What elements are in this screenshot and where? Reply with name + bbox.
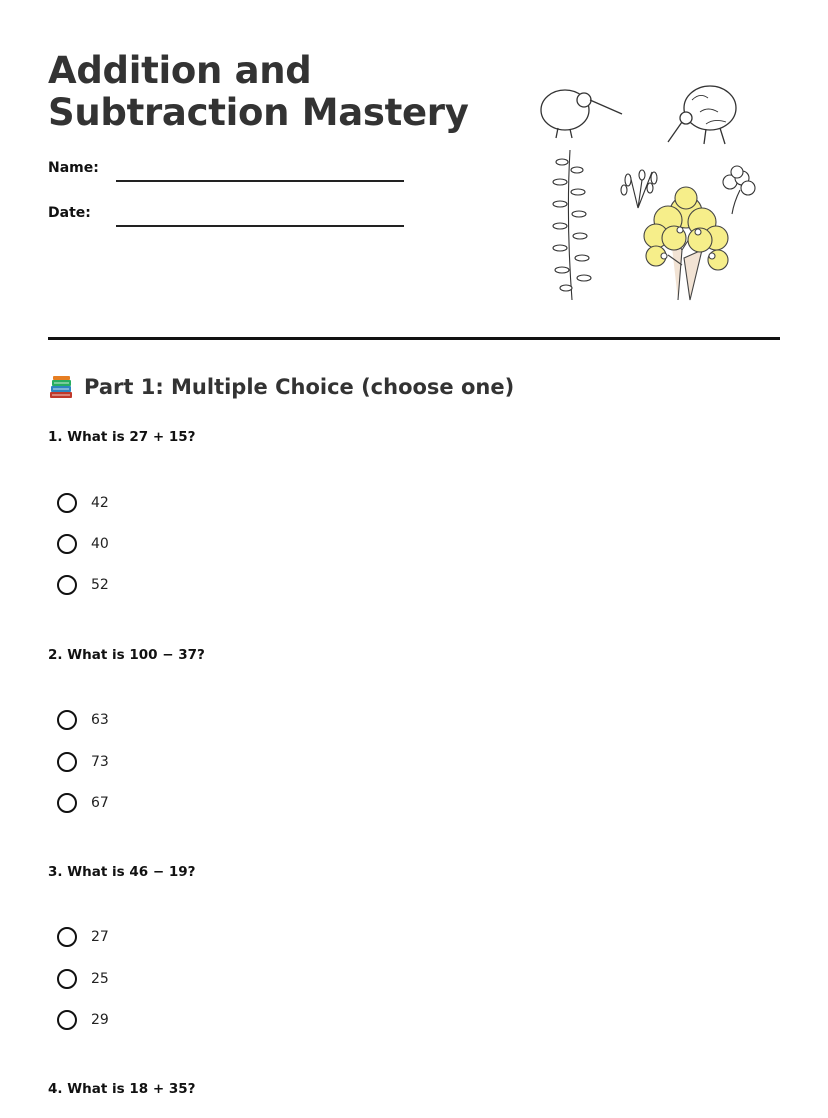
q3-option-c[interactable] xyxy=(57,1007,109,1033)
option-label: 52 xyxy=(91,577,109,593)
date-label: Date: xyxy=(48,205,91,221)
radio-button[interactable] xyxy=(57,710,77,730)
berries-icon xyxy=(723,166,755,214)
question-2: 2. What is 100 − 37? xyxy=(48,647,205,663)
q2-option-a[interactable] xyxy=(57,707,109,733)
section-divider xyxy=(48,337,780,340)
radio-button[interactable] xyxy=(57,793,77,813)
option-label: 27 xyxy=(91,929,109,945)
worksheet-title xyxy=(48,50,469,134)
sprig-icon xyxy=(621,170,657,208)
option-label: 29 xyxy=(91,1012,109,1028)
question-1: 1. What is 27 + 15? xyxy=(48,429,196,445)
kiwi-bird-icon xyxy=(541,90,622,138)
nature-illustration xyxy=(530,80,770,310)
kiwi-bird-icon xyxy=(668,86,736,144)
date-field[interactable] xyxy=(116,225,404,227)
question-3: 3. What is 46 − 19? xyxy=(48,864,196,880)
option-label: 42 xyxy=(91,495,109,511)
q2-option-b[interactable] xyxy=(57,749,109,775)
radio-button[interactable] xyxy=(57,927,77,947)
books-icon xyxy=(48,374,74,400)
q2-option-c[interactable] xyxy=(57,790,109,816)
option-label: 67 xyxy=(91,795,109,811)
name-field[interactable] xyxy=(116,180,404,182)
q3-option-b[interactable] xyxy=(57,966,109,992)
title-line-2: Subtraction Mastery xyxy=(48,91,469,134)
option-label: 73 xyxy=(91,754,109,770)
radio-button[interactable] xyxy=(57,575,77,595)
radio-button[interactable] xyxy=(57,752,77,772)
option-label: 40 xyxy=(91,536,109,552)
option-label: 63 xyxy=(91,712,109,728)
radio-button[interactable] xyxy=(57,1010,77,1030)
radio-button[interactable] xyxy=(57,493,77,513)
q1-option-c[interactable] xyxy=(57,572,109,598)
title-line-1: Addition and xyxy=(48,49,312,92)
q1-option-b[interactable] xyxy=(57,531,109,557)
fern-icon xyxy=(553,150,591,300)
radio-button[interactable] xyxy=(57,969,77,989)
q3-option-a[interactable] xyxy=(57,924,109,950)
radio-button[interactable] xyxy=(57,534,77,554)
option-label: 25 xyxy=(91,971,109,987)
name-label: Name: xyxy=(48,160,99,176)
part1-title: Part 1: Multiple Choice (choose one) xyxy=(84,375,515,399)
question-4: 4. What is 18 + 35? xyxy=(48,1081,196,1097)
part1-heading xyxy=(48,374,514,400)
q1-option-a[interactable] xyxy=(57,490,109,516)
tree-icon xyxy=(644,187,728,300)
